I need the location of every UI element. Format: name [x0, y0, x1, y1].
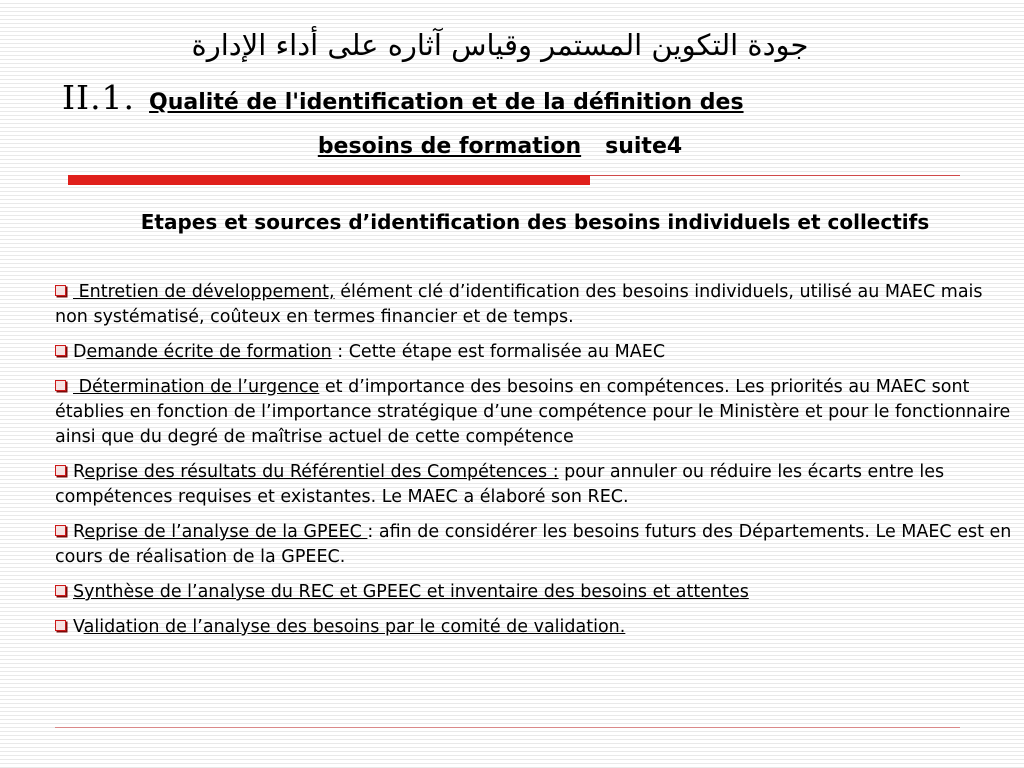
checkbox-bullet-icon — [55, 380, 66, 391]
bullet-underlined: Entretien de développement, — [73, 282, 335, 302]
bullet-lead: V — [73, 617, 84, 637]
title-part1: Qualité de l'identification et de la définition des — [149, 90, 744, 115]
section-number: II.1. — [62, 78, 136, 117]
title-suffix: suite4 — [605, 134, 683, 159]
bullet-text: élément clé d’identification des besoins individuels, utilisé au MAEC mais non systématisé, coûteux en termes financier et de temps. — [55, 282, 983, 327]
bullet-lead: D — [73, 342, 87, 362]
slide-subtitle: Etapes et sources d’identification des besoins individuels et collectifs — [140, 210, 930, 234]
bullet-reprise-gpeec — [55, 520, 1020, 570]
checkbox-bullet-icon — [55, 345, 66, 356]
bullet-reprise-rec — [55, 460, 1020, 510]
checkbox-bullet-icon — [55, 620, 66, 631]
title-part2: besoins de formation — [317, 134, 582, 159]
bullet-underlined: eprise des résultats du Référentiel des Compétences : — [84, 462, 559, 482]
bullet-text: : afin de considérer les besoins futurs des Départements. Le MAEC est en cours de réalisation de la GPEEC. — [55, 522, 1012, 567]
bullet-synthese — [55, 580, 1020, 605]
bullet-demande — [55, 340, 1020, 365]
bullet-lead: R — [73, 522, 85, 542]
slide-title-line1 — [62, 78, 744, 117]
bullet-text: et d’importance des besoins en compétences. Les priorités au MAEC sont établies en fonction de l’importance stratégique d’une compétence pour le Ministère et pour le fonctionnaire ainsi que du degré de maîtrise actuel de cette compétence — [55, 377, 1011, 447]
checkbox-bullet-icon — [55, 525, 66, 536]
arabic-title: جودة التكوين المستمر وقياس آثاره على أداء الإدارة — [191, 28, 809, 62]
checkbox-bullet-icon — [55, 465, 66, 476]
title-underline-bar — [68, 175, 590, 185]
bullet-lead: R — [73, 462, 85, 482]
bullet-text: : Cette étape est formalisée au MAEC — [331, 342, 666, 362]
bullet-determination — [55, 375, 1020, 450]
bullet-entretien — [55, 280, 1020, 330]
bullet-underlined: eprise de l’analyse de la GPEEC — [84, 522, 368, 542]
bullet-underlined: alidation de l’analyse des besoins par le comité de validation. — [83, 617, 626, 637]
bullet-text: pour annuler ou réduire les écarts entre les compétences requises et existantes. Le MAEC a élaboré son REC. — [55, 462, 945, 507]
bullet-validation — [55, 615, 1020, 640]
title-divider-line — [590, 175, 960, 176]
checkbox-bullet-icon — [55, 285, 66, 296]
bullet-underlined: emande écrite de formation — [86, 342, 332, 362]
slide-title-line2 — [0, 134, 1000, 159]
bullet-underlined: Synthèse de l’analyse du REC et GPEEC et inventaire des besoins et attentes — [73, 582, 749, 602]
checkbox-bullet-icon — [55, 585, 66, 596]
bullet-underlined: Détermination de l’urgence — [73, 377, 320, 397]
bullet-list — [55, 280, 1020, 650]
footer-divider-line — [55, 727, 960, 728]
